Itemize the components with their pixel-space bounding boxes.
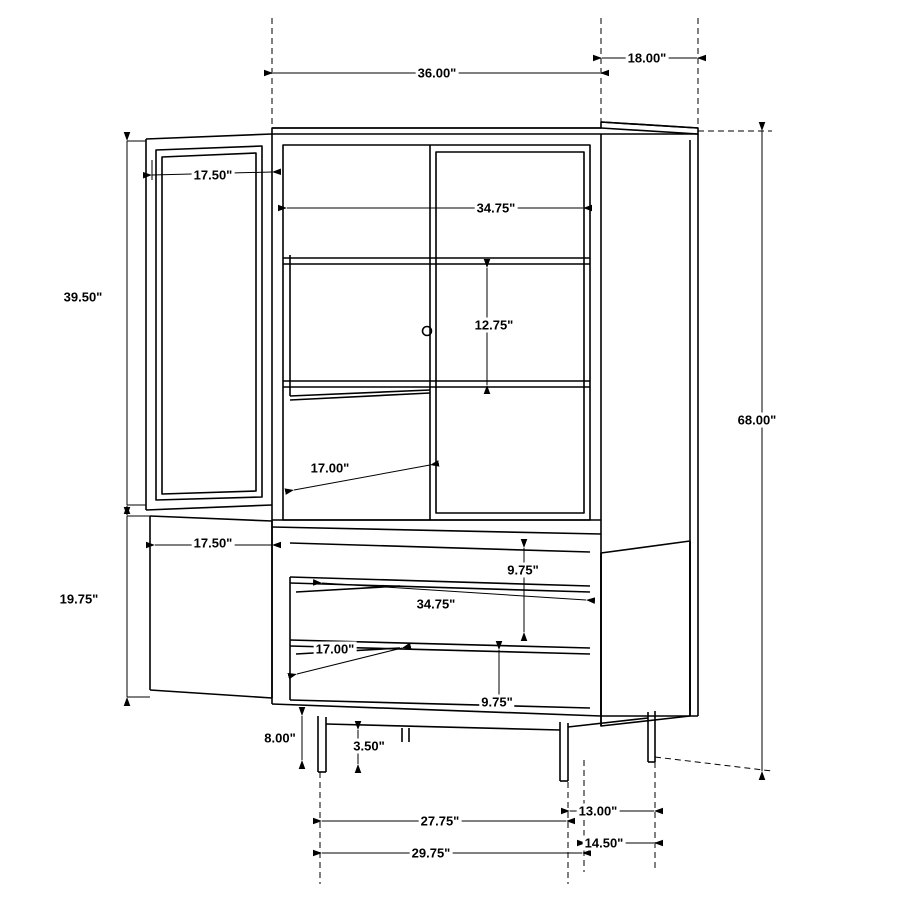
dim-label-lower-shelf-gap-bot: 9.75"	[481, 694, 513, 710]
dim-label-top-width-side: 18.00"	[627, 50, 667, 66]
dim-label-leg-span-outer: 29.75"	[411, 845, 451, 861]
dim-label-shelf-depth-upper: 17.00"	[310, 460, 350, 476]
witness-ticks	[127, 141, 272, 697]
dim-label-upper-door-width: 17.50"	[193, 167, 233, 183]
dim-label-leg-span-inner: 27.75"	[420, 813, 460, 829]
dim-label-lower-shelf-gap-top: 9.75"	[507, 562, 539, 578]
dim-label-leg-height: 8.00"	[264, 730, 296, 746]
dim-label-interior-width-upper: 34.75"	[476, 200, 516, 216]
dim-label-shelf-gap-upper: 12.75"	[474, 317, 514, 333]
dim-label-leg-depth-inner: 13.00"	[578, 803, 618, 819]
dim-label-leg-depth-outer: 14.50"	[584, 835, 624, 851]
dim-label-lower-door-width: 17.50"	[193, 535, 233, 551]
cabinet-body	[146, 122, 698, 781]
dim-label-top-width-main: 36.00"	[417, 65, 457, 81]
dim-label-lower-interior-width: 34.75"	[416, 596, 456, 612]
extension-lines	[272, 18, 772, 884]
dim-label-overall-height: 68.00"	[737, 412, 777, 428]
dim-label-lower-height: 19.75"	[59, 591, 99, 607]
dim-label-upper-height: 39.50"	[63, 289, 103, 305]
dim-label-lower-shelf-depth: 17.00"	[315, 641, 355, 657]
dim-label-leg-offset: 3.50"	[353, 738, 385, 754]
